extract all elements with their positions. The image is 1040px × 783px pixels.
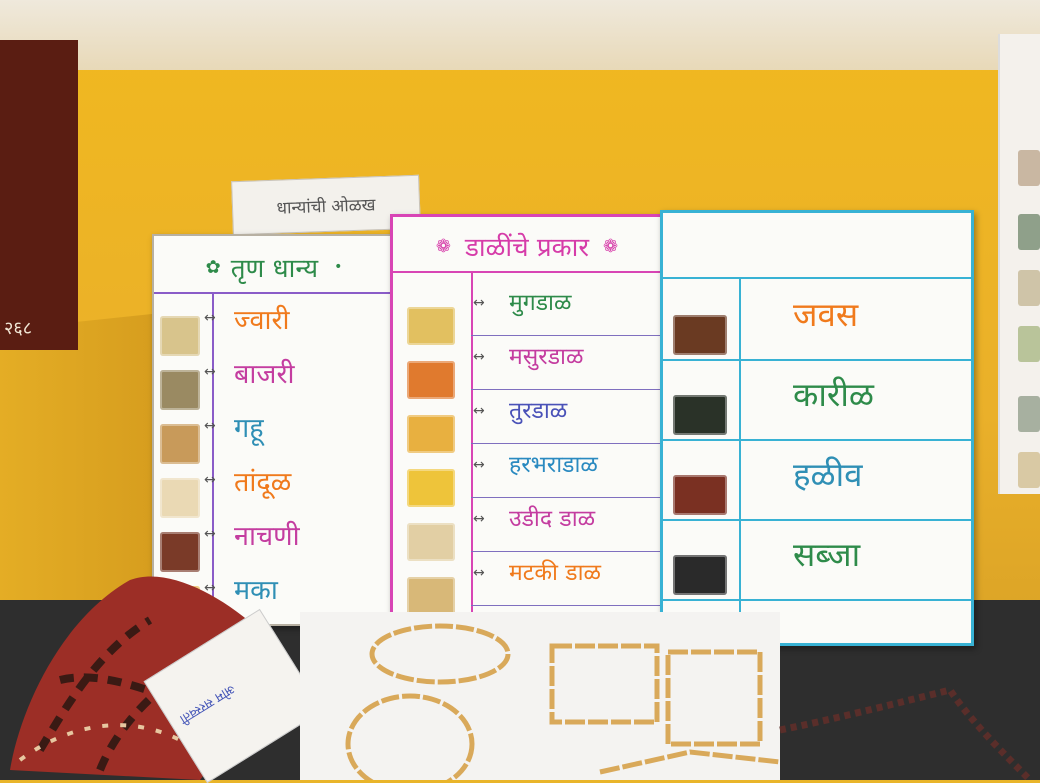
arrow-icon: ↔: [473, 349, 485, 365]
flower-icon: ❁: [435, 235, 451, 257]
seed-triangle: [770, 680, 1040, 780]
arrow-icon: ↔: [204, 580, 216, 596]
arrow-icon: ↔: [204, 526, 216, 542]
title-card: धान्यांची ओळख: [231, 175, 421, 236]
grain-label: बाजरी: [234, 359, 295, 390]
row-line: [663, 359, 971, 361]
seed-sample: [407, 523, 455, 561]
ceiling: [0, 0, 1040, 70]
arrow-icon: ↔: [473, 565, 485, 581]
board-oilseeds: [660, 210, 974, 646]
shape-circle: [372, 626, 508, 682]
board-pulses-title-text: डाळींचे प्रकार: [464, 233, 590, 263]
grain-label: कारीळ: [793, 375, 875, 414]
seed-sample: [160, 370, 200, 410]
shape-square: [668, 652, 760, 744]
arrow-icon: ↔: [473, 403, 485, 419]
grain-label: मका: [234, 575, 278, 606]
seed-sample: [160, 316, 200, 356]
board-pulses: [390, 214, 664, 630]
grain-label: हरभराडाळ: [509, 452, 598, 478]
row-line: [471, 443, 661, 444]
row-line: [471, 551, 661, 552]
seed-sample: [673, 555, 727, 595]
row-line: [663, 519, 971, 521]
row-line: [663, 599, 971, 601]
seed-sample: [160, 478, 200, 518]
seed-cell: [1018, 270, 1040, 306]
grain-label: तुरडाळ: [509, 398, 568, 424]
shape-square: [552, 646, 657, 722]
board-cereals-title: [154, 242, 394, 294]
arrow-icon: ↔: [473, 295, 485, 311]
seed-sample: [407, 469, 455, 507]
seed-sample: [673, 395, 727, 435]
seed-sample: [407, 307, 455, 345]
grain-label: जवस: [793, 295, 859, 334]
seed-cell: [1018, 150, 1040, 186]
grain-label: उडीद डाळ: [509, 506, 596, 532]
flower-icon: ❁: [603, 235, 619, 257]
board-cereals-title-text: तृण धान्य: [230, 254, 319, 284]
arrow-icon: ↔: [473, 511, 485, 527]
arrow-icon: ↔: [204, 364, 216, 380]
paper-card-text: ओम सरस्वती: [176, 680, 238, 727]
grain-label: मसुरडाळ: [509, 344, 584, 370]
flower-icon: ✿: [205, 256, 221, 278]
seed-sample: [407, 361, 455, 399]
divider: [739, 279, 741, 641]
row-line: [663, 277, 971, 279]
seed-sample: [673, 475, 727, 515]
row-line: [471, 389, 661, 390]
grain-label: गहू: [234, 413, 264, 444]
matchstick-shapes: [300, 612, 780, 780]
arrow-icon: ↔: [204, 310, 216, 326]
row-line: [471, 605, 661, 606]
board-pulses-title: [393, 221, 661, 273]
seed-cell: [1018, 326, 1040, 362]
arrow-icon: ↔: [204, 472, 216, 488]
grain-label: तांदूळ: [234, 467, 292, 498]
seed-cell: [1018, 396, 1040, 432]
row-line: [663, 439, 971, 441]
seed-sample: [407, 415, 455, 453]
grain-label: हळीव: [793, 455, 863, 494]
grain-label: मुगडाळ: [509, 290, 572, 316]
grain-label: नाचणी: [234, 521, 300, 552]
row-line: [471, 335, 661, 336]
arrow-icon: ↔: [204, 418, 216, 434]
seed-sample: [407, 577, 455, 615]
row-line: [471, 497, 661, 498]
seed-sample: [160, 424, 200, 464]
arrow-icon: ↔: [473, 457, 485, 473]
wall-frame-number: २६८: [4, 318, 33, 339]
grain-label: मटकी डाळ: [509, 560, 602, 586]
dot-icon: •: [334, 259, 343, 275]
shape-circle: [348, 696, 472, 780]
grain-label: सब्जा: [793, 535, 861, 574]
seed-cell: [1018, 214, 1040, 250]
seed-sample: [673, 315, 727, 355]
wall-frame-picture: [6, 50, 68, 340]
seed-cell: [1018, 452, 1040, 488]
grain-label: ज्वारी: [234, 305, 290, 336]
